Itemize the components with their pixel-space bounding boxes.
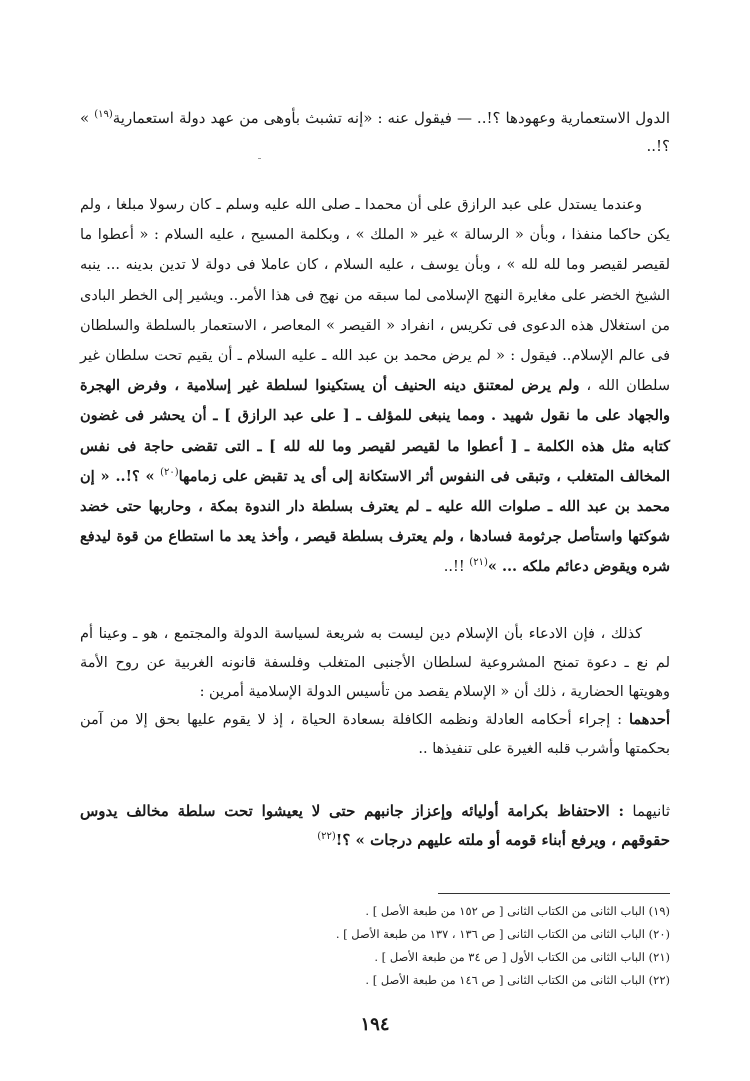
paragraph-text: وعندما يستدل على عبد الرازق على أن محمدا ـ صلى الله عليه وسلم ـ كان رسولا مبلغا ، ولم يكن حاكما منفذا ، وبأن « الرسالة » غير « الملك » ، وبكلمة المسيح ، عليه السلام : « أعطوا ما لقيصر لقيصر وما لله لله » ، وبأن يوسف ، عليه السلام ، كان عاملا فى دولة لا تدين بدينه ... ينبه الشيخ الخضر على مغايرة النهج الإسلامى لما سبقه من نهج فى هذا الأمر.. ويشير إلى الخطر البادى من استغلال هذه الدعوى فى تكريس ، انفراد « القيصر » المعاصر ، الاستعمار بالسلطة والسلطان فى عالم الإسلام.. فيقول : « لم يرض محمد بن عبد الله ـ عليه السلام ـ أن يقيم تحت سلطان غير سلطان الله ، (80, 197, 671, 395)
footnote-divider (438, 893, 670, 894)
paragraph-first-aim (80, 705, 670, 764)
paragraph-tail: » ؟!.. (80, 109, 670, 155)
footnote-marker-19: (١٩) (94, 109, 113, 120)
paragraph-continuation (80, 104, 670, 160)
paragraph-text: الدول الاستعمارية وعهودها ؟!.. — فيقول عنه : «إنه تشبث بأوهى من عهد دولة استعمارية (112, 109, 670, 127)
paragraph-text: كذلك ، فإن الادعاء بأن الإسلام دين ليست به شريعة لسياسة الدولة والمجتمع ، هو ـ وعينا أم لم نع ـ دعوة تمنح المشروعية لسلطان الأجنبى المتغلب وفلسفة قانونه الغربية عن روح الأمة وهويتها الحضارية ، ذلك أن « الإسلام يقصد من تأسيس الدولة الإسلامية أمرين : (80, 626, 670, 700)
paragraph-bold-text-2: » ؟!.. « إن محمد بن عبد الله ـ صلوات الله عليه ـ لم يعترف بسلطة دار الندوة بمكة ، وحاربها حتى خضد شوكتها واستأصل جرثومة فسادها ، ولم يعترف بسلطة قيصر ، وأخذ يعد ما استطاع من قوة ليدفع شره ويقوض دعائم ملكه ... » (80, 467, 670, 576)
paragraph-text: : إجراء أحكامه العادلة ونظمه الكافلة بسعادة الحياة ، إذ لا يقوم عليها بحق إلا من آمن بحكمتها وأشرب قلبه الغيرة على تنفيذها .. (80, 712, 670, 757)
footnote-item: (٢٠) الباب الثانى من الكتاب الثانى [ ص ١٣٦ ، ١٣٧ من طبعة الأصل ] . (335, 927, 670, 941)
paragraph-label: أحدهما (628, 711, 671, 728)
footnote-marker-22: (٢٢) (317, 831, 336, 842)
paragraph-shariah (80, 620, 670, 707)
paragraph-text: : الاحتفاظ بكرامة أوليائه وإعزاز جانبهم حتى لا يعيشوا تحت سلطة مخالف يدوس حقوقهم ، ويرفع أبناء قومه أو ملته عليهم درجات » ؟! (80, 802, 670, 849)
footnote-marker-20: (٢٠) (160, 467, 179, 478)
footnotes (80, 900, 670, 992)
page-number: ١٩٤ (360, 1014, 390, 1035)
footnote-marker-21: (٢١) (469, 557, 488, 569)
paragraph-label: ثانيهما (632, 802, 670, 820)
footnote-item: (١٩) الباب الثانى من الكتاب الثانى [ ص ١٥٢ من طبعة الأصل ] . (365, 904, 670, 918)
footnote-item: (٢٢) الباب الثانى من الكتاب الثانى [ ص ١٤٦ من طبعة الأصل ] . (365, 973, 670, 987)
print-speck (258, 158, 261, 159)
paragraph-bold-text: ولم يرض لمعتنق دينه الحنيف أن يستكينوا لسلطة غير إسلامية ، وفرض الهجرة والجهاد على ما نقول شهيد . (80, 377, 670, 425)
paragraph-tail: !!.. (443, 559, 465, 576)
footnote-item: (٢١) الباب الثانى من الكتاب الأول [ ص ٣٤ من طبعة الأصل ] . (374, 950, 670, 964)
paragraph-second-aim (80, 797, 670, 855)
paragraph-mixed-text: ومما ينبغى للمؤلف ـ [ على عبد الرازق ] ـ أن يحشر فى غضون كتابه مثل هذه الكلمة ـ [ أعطوا ما لقيصر لقيصر وما لله لله ] ـ التى تقضى حاجة فى نفس المخالف المتغلب ، وتبقى فى النفوس أثر الاستكانة إلى أى يد تقبض على زمامها (80, 407, 671, 485)
paragraph-quote-khidr (80, 190, 670, 583)
